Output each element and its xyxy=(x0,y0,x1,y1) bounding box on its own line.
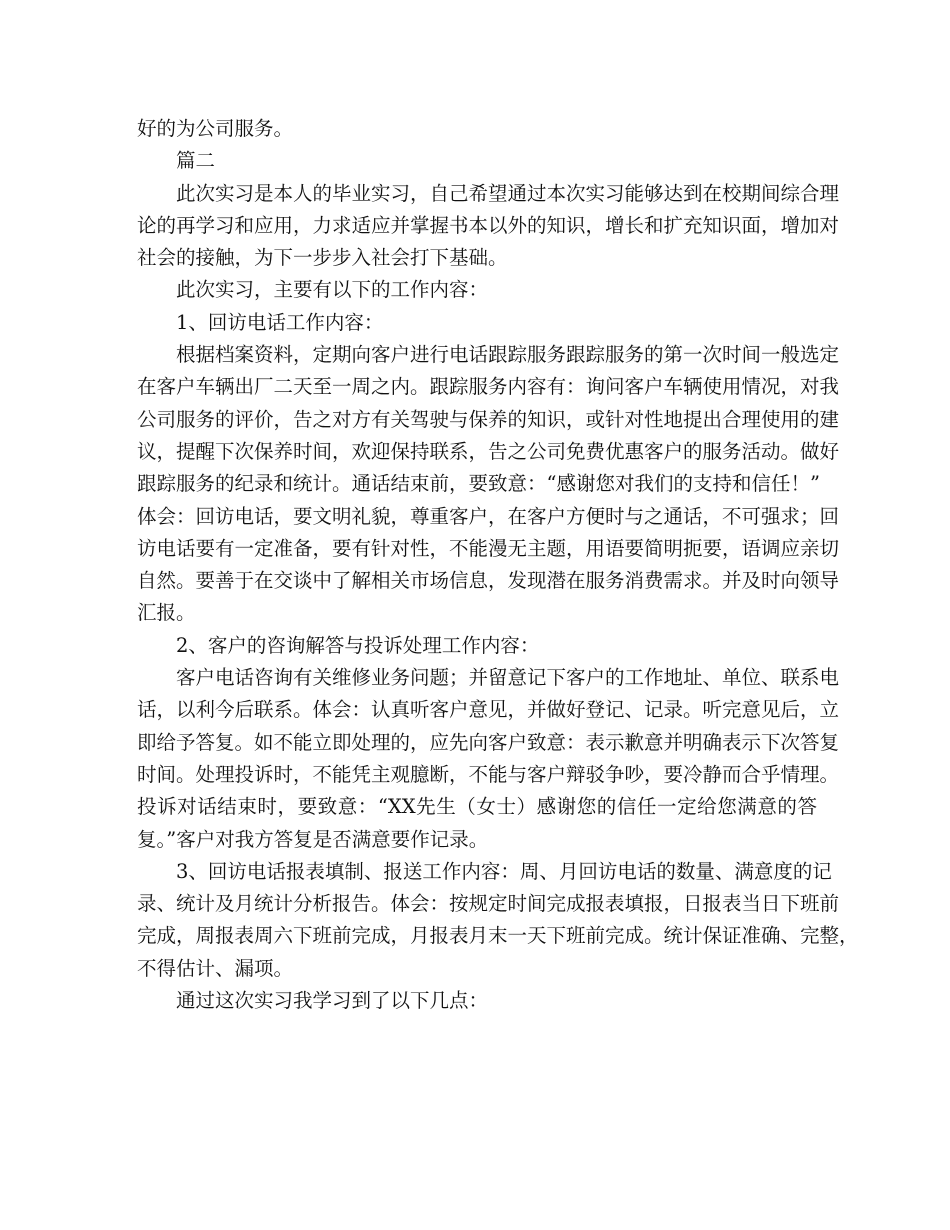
text-line: 跟踪服务的纪录和统计。通话结束前，要致意：“感谢您对我们的支持和信任！” xyxy=(137,472,820,496)
text-line: 议，提醒下次保养时间，欢迎保持联系，告之公司免费优惠客户的服务活动。做好 xyxy=(137,439,840,463)
text-line: 即给予答复。如不能立即处理的，应先向客户致意：表示歉意并明确表示下次答复 xyxy=(137,730,840,754)
text-line: 投诉对话结束时，要致意：“XX先生（女士）感谢您的信任一定给您满意的答 xyxy=(137,795,817,819)
text-line: 篇二 xyxy=(176,149,216,173)
text-line: 汇报。 xyxy=(137,601,196,625)
document-body xyxy=(137,113,859,1017)
text-line: 体会：回访电话，要文明礼貌，尊重客户，在客户方便时与之通话，不可强求；回 xyxy=(137,504,840,528)
text-line: 1、回访电话工作内容： xyxy=(176,310,384,334)
text-line: 通过这次实习我学习到了以下几点： xyxy=(176,989,489,1013)
text-line: 完成，周报表周六下班前完成，月报表月末一天下班前完成。统计保证准确、完整， xyxy=(137,924,859,948)
text-line: 论的再学习和应用，力求适应并掌握书本以外的知识，增长和扩充知识面，增加对 xyxy=(137,213,840,237)
text-line: 话，以利今后联系。体会：认真听客户意见，并做好登记、记录。听完意见后，立 xyxy=(137,698,840,722)
text-line: 时间。处理投诉时，不能凭主观臆断，不能与客户辩驳争吵，要冷静而合乎情理。 xyxy=(137,762,840,786)
text-line: 社会的接触，为下一步步入社会打下基础。 xyxy=(137,246,508,270)
text-line: 访电话要有一定准备，要有针对性，不能漫无主题，用语要简明扼要，语调应亲切 xyxy=(137,536,840,560)
text-line: 3、回访电话报表填制、报送工作内容：周、月回访电话的数量、满意度的记 xyxy=(176,859,832,883)
text-line: 客户电话咨询有关维修业务问题；并留意记下客户的工作地址、单位、联系电 xyxy=(176,666,840,690)
text-line: 公司服务的评价，告之对方有关驾驶与保养的知识，或针对性地提出合理使用的建 xyxy=(137,407,840,431)
text-line: 此次实习是本人的毕业实习，自己希望通过本次实习能够达到在校期间综合理 xyxy=(176,181,840,205)
text-line: 此次实习，主要有以下的工作内容： xyxy=(176,278,489,302)
text-line: 自然。要善于在交谈中了解相关市场信息，发现潜在服务消费需求。并及时向领导 xyxy=(137,569,840,593)
text-line: 复。”客户对我方答复是否满意要作记录。 xyxy=(137,827,489,851)
text-line: 根据档案资料，定期向客户进行电话跟踪服务跟踪服务的第一次时间一般选定 xyxy=(176,343,840,367)
text-line: 好的为公司服务。 xyxy=(137,117,294,140)
text-line: 在客户车辆出厂二天至一周之内。跟踪服务内容有：询问客户车辆使用情况，对我 xyxy=(137,375,840,399)
text-line: 不得估计、漏项。 xyxy=(137,956,294,980)
text-line: 2、客户的咨询解答与投诉处理工作内容： xyxy=(176,633,540,657)
text-line: 录、统计及月统计分析报告。体会：按规定时间完成报表填报，日报表当日下班前 xyxy=(137,892,840,916)
